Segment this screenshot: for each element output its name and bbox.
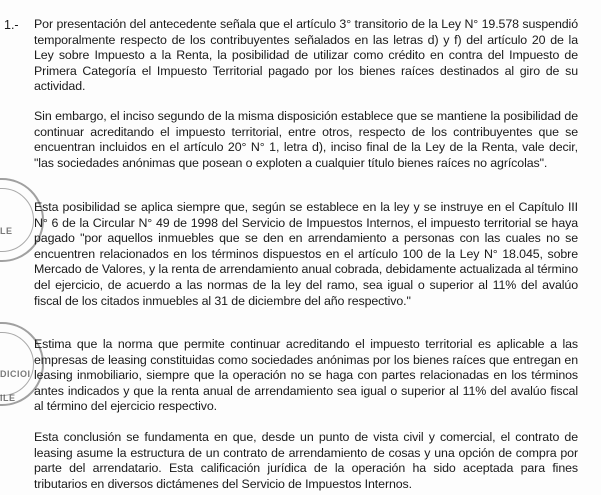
paragraph-2: Sin embargo, el inciso segundo de la misma disposición establece que se mantiene la posibilidad de continuar acreditando el impuesto territorial, entre otros, respecto de los contribuyentes que se encuentran incluidos en el artículo 20° N° 1, letra d), inciso final de la Ley de la Renta, vale decir, "las sociedades anónimas que posean o exploten a cualquier título bienes raíces no agrícolas". [34, 109, 578, 170]
stamp-text: ILE [0, 393, 16, 403]
stamp-text: LE [0, 226, 13, 236]
paragraph-3: Esta posibilidad se aplica siempre que, según se establece en la ley y se instruye en el Capítulo III N° 6 de la Circular N° 49 de 1998 del Servicio de Impuestos Internos, el impuesto territorial se haya pagado "por aquellos inmuebles que se den en arrendamiento a personas con las cuales no se encuentren relacionados en los términos dispuestos en el artículo 100 de la Ley N° 18.045, sobre Mercado de Valores, y la renta de arrendamiento anual cobrada, debidamente actualizada al término del ejercicio, de acuerdo a las normas de la ley del ramo, sea igual o superior al 11% del avalúo fiscal de los citados inmuebles al 31 de diciembre del año respectivo." [34, 200, 578, 308]
paragraph-1: Por presentación del antecedente señala que el artículo 3° transitorio de la Ley N° 19.578 suspendió temporalmente respecto de los contribuyentes señalados en las letras d) y f) del artículo 20 de la Ley sobre Impuesto a la Renta, la posibilidad de utilizar como crédito en contra del Impuesto de Primera Categoría el Impuesto Territorial pagado por los bienes raíces destinados al giro de su actividad. [34, 17, 578, 94]
stamp-text: DICIOI [0, 369, 31, 379]
item-number: 1.- [4, 18, 19, 32]
paragraph-5: Esta conclusión se fundamenta en que, desde un punto de vista civil y comercial, el contrato de leasing asume la estructura de un contrato de arrendamiento de cosas y una opción de compra por parte del arrendatario. Esta calificación jurídica de la operación ha sido aceptada para fines tributarios en diversos dictámenes del Servicio de Impuestos Internos. [34, 430, 578, 491]
paragraph-4: Estima que la norma que permite continuar acreditando el impuesto territorial es aplicable a las empresas de leasing constituidas como sociedades anónimas por los bienes raíces que entregan en leasing inmobiliario, siempre que la operación no se haga con partes relacionadas en los términos antes indicados y que la renta anual de arrendamiento sea igual o superior al 11% del avalúo fiscal al término del ejercicio respectivo. [34, 337, 578, 414]
